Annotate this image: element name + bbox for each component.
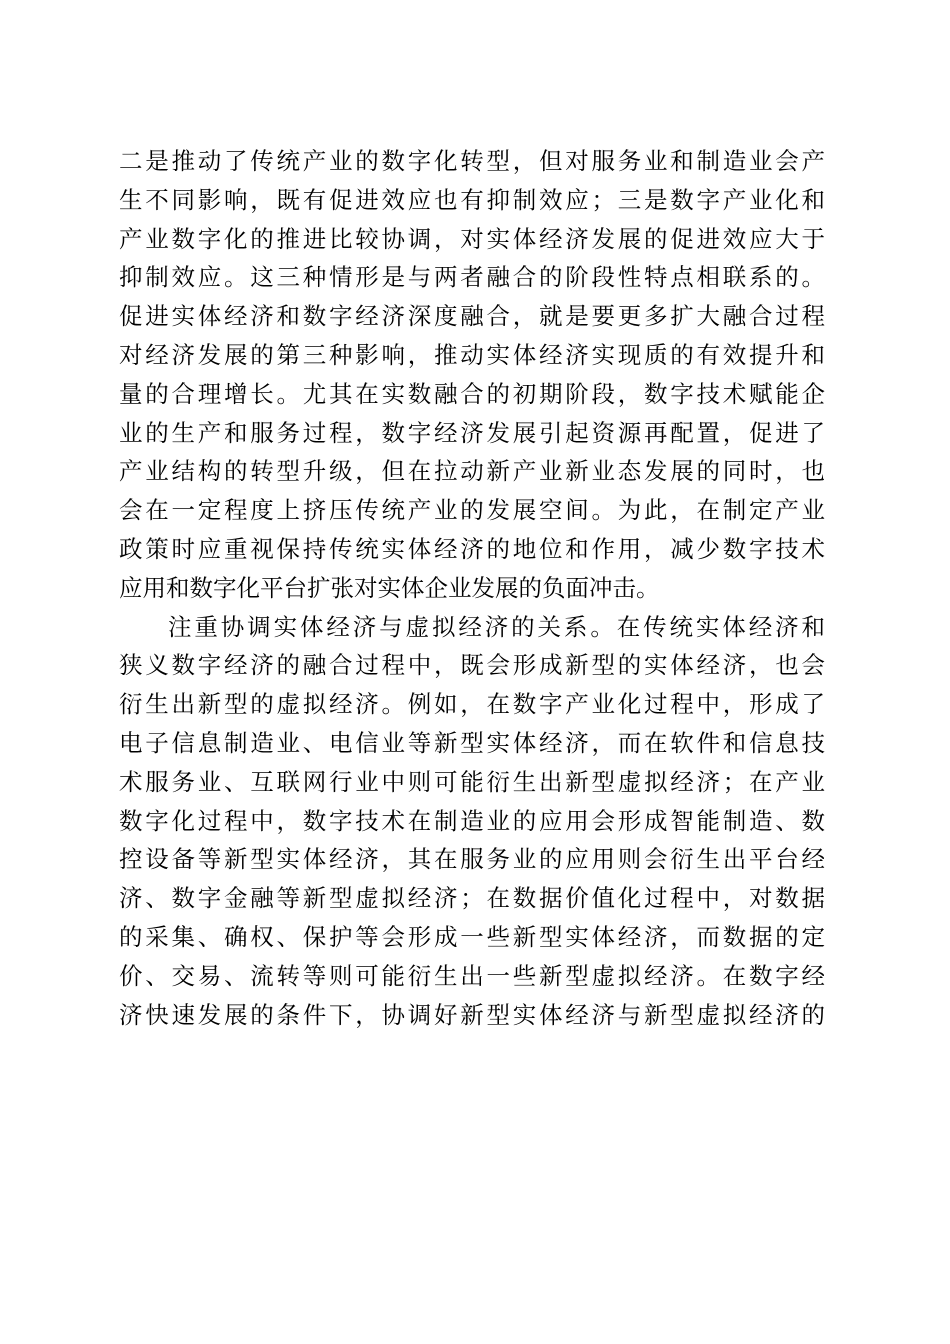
text-line: 会在一定程度上挤压传统产业的发展空间。为此，在制定产业 [119, 496, 825, 525]
text-line: 量的合理增长。尤其在实数融合的初期阶段，数字技术赋能企 [119, 379, 825, 408]
text-line: 术服务业、互联网行业中则可能衍生出新型虚拟经济；在产业 [119, 767, 825, 796]
text-line: 应用和数字化平台扩张对实体企业发展的负面冲击。 [119, 573, 660, 602]
text-line: 抑制效应。这三种情形是与两者融合的阶段性特点相联系的。 [119, 263, 825, 292]
text-line: 生不同影响，既有促进效应也有抑制效应；三是数字产业化和 [119, 185, 825, 214]
text-line: 的采集、确权、保护等会形成一些新型实体经济，而数据的定 [119, 922, 825, 951]
text-line: 价、交易、流转等则可能衍生出一些新型虚拟经济。在数字经 [119, 961, 825, 990]
text-line: 产业结构的转型升级，但在拉动新产业新业态发展的同时，也 [119, 457, 825, 486]
text-line: 控设备等新型实体经济，其在服务业的应用则会衍生出平台经 [119, 845, 825, 874]
text-line: 政策时应重视保持传统实体经济的地位和作用，减少数字技术 [119, 534, 825, 563]
text-line: 济快速发展的条件下，协调好新型实体经济与新型虚拟经济的 [119, 1000, 825, 1029]
body-text [119, 142, 825, 1034]
text-line: 产业数字化的推进比较协调，对实体经济发展的促进效应大于 [119, 224, 825, 253]
text-line: 业的生产和服务过程，数字经济发展引起资源再配置，促进了 [119, 418, 825, 447]
text-line: 济、数字金融等新型虚拟经济；在数据价值化过程中，对数据 [119, 884, 825, 913]
text-line: 衍生出新型的虚拟经济。例如，在数字产业化过程中，形成了 [119, 690, 825, 719]
text-line: 注重协调实体经济与虚拟经济的关系。在传统实体经济和 [168, 612, 825, 641]
text-line: 促进实体经济和数字经济深度融合，就是要更多扩大融合过程 [119, 302, 825, 331]
text-line: 二是推动了传统产业的数字化转型，但对服务业和制造业会产 [119, 147, 825, 175]
text-line: 狭义数字经济的融合过程中，既会形成新型的实体经济，也会 [119, 651, 825, 680]
text-line: 电子信息制造业、电信业等新型实体经济，而在软件和信息技 [119, 728, 825, 757]
text-line: 数字化过程中，数字技术在制造业的应用会形成智能制造、数 [119, 806, 825, 835]
text-line: 对经济发展的第三种影响，推动实体经济实现质的有效提升和 [119, 340, 825, 369]
